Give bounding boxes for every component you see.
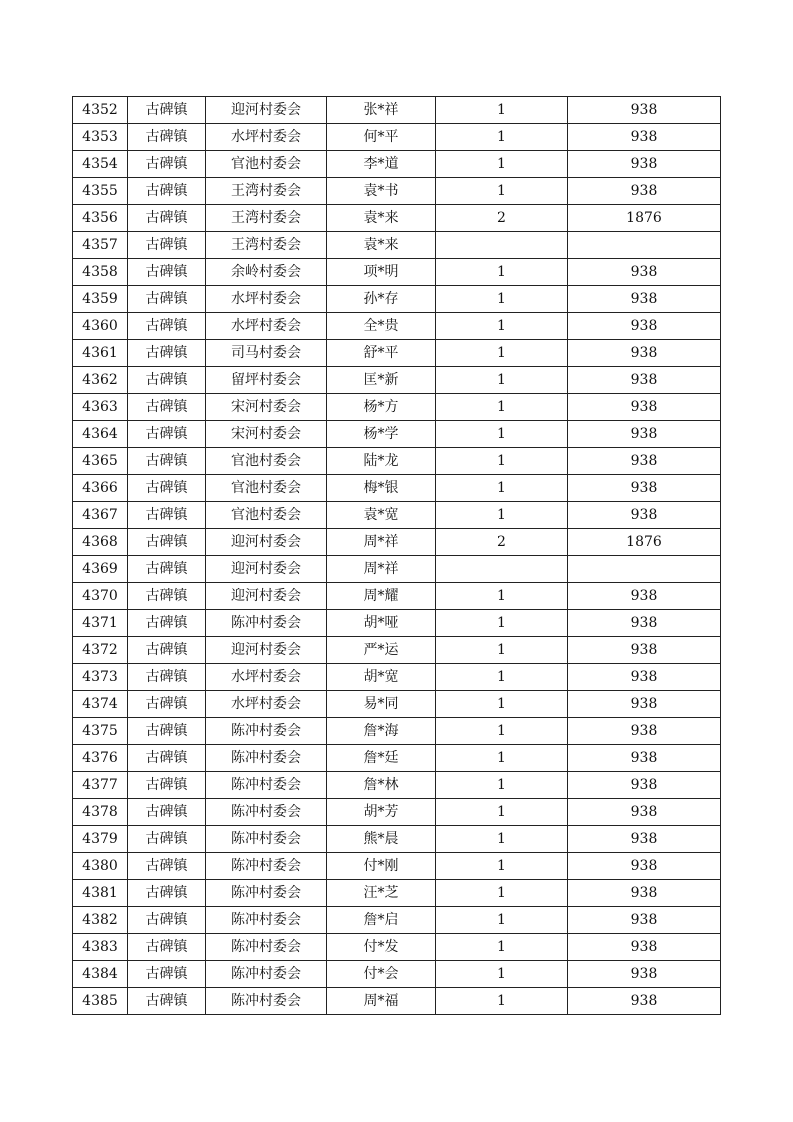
town-cell: 古碑镇 <box>128 583 206 610</box>
village-committee-cell: 陈冲村委会 <box>206 826 327 853</box>
row-number-cell: 4383 <box>73 934 128 961</box>
amount-cell: 938 <box>568 826 721 853</box>
count-cell: 1 <box>436 421 568 448</box>
town-cell: 古碑镇 <box>128 286 206 313</box>
count-cell: 1 <box>436 799 568 826</box>
village-committee-cell: 宋河村委会 <box>206 394 327 421</box>
town-cell: 古碑镇 <box>128 988 206 1015</box>
name-cell: 杨*方 <box>327 394 436 421</box>
amount-cell: 938 <box>568 178 721 205</box>
town-cell: 古碑镇 <box>128 529 206 556</box>
row-number-cell: 4352 <box>73 97 128 124</box>
town-cell: 古碑镇 <box>128 340 206 367</box>
table-row <box>73 718 721 745</box>
table-row <box>73 151 721 178</box>
name-cell: 詹*海 <box>327 718 436 745</box>
table-row <box>73 988 721 1015</box>
name-cell: 舒*平 <box>327 340 436 367</box>
table-row <box>73 259 721 286</box>
amount-cell: 938 <box>568 961 721 988</box>
row-number-cell: 4353 <box>73 124 128 151</box>
name-cell: 何*平 <box>327 124 436 151</box>
table-row <box>73 421 721 448</box>
village-committee-cell: 陈冲村委会 <box>206 907 327 934</box>
amount-cell: 1876 <box>568 205 721 232</box>
row-number-cell: 4384 <box>73 961 128 988</box>
name-cell: 周*祥 <box>327 529 436 556</box>
row-number-cell: 4359 <box>73 286 128 313</box>
row-number-cell: 4371 <box>73 610 128 637</box>
town-cell: 古碑镇 <box>128 772 206 799</box>
row-number-cell: 4357 <box>73 232 128 259</box>
table-row <box>73 583 721 610</box>
row-number-cell: 4382 <box>73 907 128 934</box>
village-committee-cell: 水坪村委会 <box>206 313 327 340</box>
table-row <box>73 286 721 313</box>
amount-cell <box>568 232 721 259</box>
village-committee-cell: 陈冲村委会 <box>206 610 327 637</box>
row-number-cell: 4354 <box>73 151 128 178</box>
town-cell: 古碑镇 <box>128 448 206 475</box>
name-cell: 匡*新 <box>327 367 436 394</box>
count-cell: 1 <box>436 259 568 286</box>
town-cell: 古碑镇 <box>128 826 206 853</box>
name-cell: 周*祥 <box>327 556 436 583</box>
table-row <box>73 232 721 259</box>
amount-cell: 938 <box>568 988 721 1015</box>
village-committee-cell: 迎河村委会 <box>206 97 327 124</box>
village-committee-cell: 官池村委会 <box>206 448 327 475</box>
amount-cell: 1876 <box>568 529 721 556</box>
subsidy-table-body <box>73 97 721 1015</box>
table-row <box>73 340 721 367</box>
town-cell: 古碑镇 <box>128 853 206 880</box>
table-row <box>73 799 721 826</box>
town-cell: 古碑镇 <box>128 907 206 934</box>
count-cell: 1 <box>436 664 568 691</box>
count-cell <box>436 556 568 583</box>
name-cell: 易*同 <box>327 691 436 718</box>
town-cell: 古碑镇 <box>128 502 206 529</box>
name-cell: 袁*来 <box>327 232 436 259</box>
count-cell: 1 <box>436 988 568 1015</box>
town-cell: 古碑镇 <box>128 232 206 259</box>
town-cell: 古碑镇 <box>128 151 206 178</box>
village-committee-cell: 王湾村委会 <box>206 232 327 259</box>
name-cell: 詹*启 <box>327 907 436 934</box>
row-number-cell: 4385 <box>73 988 128 1015</box>
amount-cell: 938 <box>568 880 721 907</box>
village-committee-cell: 陈冲村委会 <box>206 934 327 961</box>
village-committee-cell: 官池村委会 <box>206 151 327 178</box>
row-number-cell: 4374 <box>73 691 128 718</box>
name-cell: 胡*哑 <box>327 610 436 637</box>
row-number-cell: 4365 <box>73 448 128 475</box>
amount-cell: 938 <box>568 367 721 394</box>
name-cell: 周*耀 <box>327 583 436 610</box>
table-row <box>73 853 721 880</box>
amount-cell: 938 <box>568 340 721 367</box>
name-cell: 袁*来 <box>327 205 436 232</box>
village-committee-cell: 宋河村委会 <box>206 421 327 448</box>
town-cell: 古碑镇 <box>128 880 206 907</box>
count-cell: 1 <box>436 880 568 907</box>
name-cell: 严*运 <box>327 637 436 664</box>
row-number-cell: 4373 <box>73 664 128 691</box>
count-cell: 1 <box>436 961 568 988</box>
village-committee-cell: 迎河村委会 <box>206 637 327 664</box>
village-committee-cell: 陈冲村委会 <box>206 961 327 988</box>
village-committee-cell: 陈冲村委会 <box>206 799 327 826</box>
row-number-cell: 4381 <box>73 880 128 907</box>
count-cell: 1 <box>436 313 568 340</box>
count-cell: 2 <box>436 205 568 232</box>
village-committee-cell: 陈冲村委会 <box>206 772 327 799</box>
amount-cell: 938 <box>568 448 721 475</box>
amount-cell: 938 <box>568 286 721 313</box>
row-number-cell: 4358 <box>73 259 128 286</box>
village-committee-cell: 官池村委会 <box>206 502 327 529</box>
village-committee-cell: 迎河村委会 <box>206 583 327 610</box>
row-number-cell: 4361 <box>73 340 128 367</box>
town-cell: 古碑镇 <box>128 718 206 745</box>
table-row <box>73 205 721 232</box>
count-cell: 1 <box>436 178 568 205</box>
count-cell: 2 <box>436 529 568 556</box>
amount-cell: 938 <box>568 799 721 826</box>
amount-cell: 938 <box>568 745 721 772</box>
village-committee-cell: 留坪村委会 <box>206 367 327 394</box>
count-cell: 1 <box>436 367 568 394</box>
town-cell: 古碑镇 <box>128 799 206 826</box>
town-cell: 古碑镇 <box>128 205 206 232</box>
count-cell: 1 <box>436 745 568 772</box>
village-committee-cell: 陈冲村委会 <box>206 988 327 1015</box>
count-cell: 1 <box>436 637 568 664</box>
table-row <box>73 502 721 529</box>
village-committee-cell: 迎河村委会 <box>206 529 327 556</box>
amount-cell: 938 <box>568 313 721 340</box>
count-cell: 1 <box>436 934 568 961</box>
town-cell: 古碑镇 <box>128 313 206 340</box>
table-row <box>73 745 721 772</box>
table-row <box>73 637 721 664</box>
village-committee-cell: 官池村委会 <box>206 475 327 502</box>
row-number-cell: 4364 <box>73 421 128 448</box>
village-committee-cell: 司马村委会 <box>206 340 327 367</box>
village-committee-cell: 陈冲村委会 <box>206 745 327 772</box>
amount-cell: 938 <box>568 934 721 961</box>
amount-cell: 938 <box>568 610 721 637</box>
table-row <box>73 772 721 799</box>
amount-cell: 938 <box>568 853 721 880</box>
name-cell: 项*明 <box>327 259 436 286</box>
count-cell: 1 <box>436 907 568 934</box>
town-cell: 古碑镇 <box>128 394 206 421</box>
table-row <box>73 394 721 421</box>
count-cell: 1 <box>436 286 568 313</box>
count-cell: 1 <box>436 718 568 745</box>
row-number-cell: 4380 <box>73 853 128 880</box>
amount-cell: 938 <box>568 583 721 610</box>
amount-cell: 938 <box>568 259 721 286</box>
subsidy-table <box>72 96 721 1015</box>
name-cell: 付*刚 <box>327 853 436 880</box>
amount-cell: 938 <box>568 718 721 745</box>
row-number-cell: 4372 <box>73 637 128 664</box>
amount-cell: 938 <box>568 151 721 178</box>
row-number-cell: 4377 <box>73 772 128 799</box>
row-number-cell: 4366 <box>73 475 128 502</box>
amount-cell: 938 <box>568 394 721 421</box>
amount-cell: 938 <box>568 664 721 691</box>
table-row <box>73 691 721 718</box>
amount-cell <box>568 556 721 583</box>
table-row <box>73 313 721 340</box>
amount-cell: 938 <box>568 124 721 151</box>
name-cell: 汪*芝 <box>327 880 436 907</box>
count-cell: 1 <box>436 610 568 637</box>
count-cell: 1 <box>436 97 568 124</box>
amount-cell: 938 <box>568 475 721 502</box>
count-cell: 1 <box>436 826 568 853</box>
village-committee-cell: 陈冲村委会 <box>206 880 327 907</box>
row-number-cell: 4362 <box>73 367 128 394</box>
row-number-cell: 4370 <box>73 583 128 610</box>
amount-cell: 938 <box>568 907 721 934</box>
village-committee-cell: 水坪村委会 <box>206 124 327 151</box>
row-number-cell: 4376 <box>73 745 128 772</box>
town-cell: 古碑镇 <box>128 178 206 205</box>
name-cell: 周*福 <box>327 988 436 1015</box>
town-cell: 古碑镇 <box>128 745 206 772</box>
row-number-cell: 4360 <box>73 313 128 340</box>
row-number-cell: 4369 <box>73 556 128 583</box>
table-row <box>73 367 721 394</box>
town-cell: 古碑镇 <box>128 637 206 664</box>
town-cell: 古碑镇 <box>128 259 206 286</box>
village-committee-cell: 王湾村委会 <box>206 205 327 232</box>
town-cell: 古碑镇 <box>128 475 206 502</box>
count-cell: 1 <box>436 772 568 799</box>
table-row <box>73 124 721 151</box>
table-row <box>73 448 721 475</box>
count-cell: 1 <box>436 448 568 475</box>
amount-cell: 938 <box>568 691 721 718</box>
town-cell: 古碑镇 <box>128 691 206 718</box>
name-cell: 李*道 <box>327 151 436 178</box>
table-row <box>73 529 721 556</box>
count-cell: 1 <box>436 853 568 880</box>
row-number-cell: 4378 <box>73 799 128 826</box>
village-committee-cell: 水坪村委会 <box>206 691 327 718</box>
count-cell: 1 <box>436 583 568 610</box>
name-cell: 袁*书 <box>327 178 436 205</box>
town-cell: 古碑镇 <box>128 961 206 988</box>
name-cell: 詹*廷 <box>327 745 436 772</box>
name-cell: 胡*芳 <box>327 799 436 826</box>
village-committee-cell: 余岭村委会 <box>206 259 327 286</box>
name-cell: 陆*龙 <box>327 448 436 475</box>
village-committee-cell: 陈冲村委会 <box>206 718 327 745</box>
row-number-cell: 4379 <box>73 826 128 853</box>
table-row <box>73 934 721 961</box>
town-cell: 古碑镇 <box>128 367 206 394</box>
row-number-cell: 4368 <box>73 529 128 556</box>
village-committee-cell: 王湾村委会 <box>206 178 327 205</box>
count-cell: 1 <box>436 475 568 502</box>
amount-cell: 938 <box>568 502 721 529</box>
name-cell: 詹*林 <box>327 772 436 799</box>
village-committee-cell: 陈冲村委会 <box>206 853 327 880</box>
table-row <box>73 880 721 907</box>
count-cell: 1 <box>436 502 568 529</box>
count-cell: 1 <box>436 151 568 178</box>
village-committee-cell: 迎河村委会 <box>206 556 327 583</box>
name-cell: 胡*宽 <box>327 664 436 691</box>
amount-cell: 938 <box>568 421 721 448</box>
name-cell: 全*贵 <box>327 313 436 340</box>
name-cell: 梅*银 <box>327 475 436 502</box>
town-cell: 古碑镇 <box>128 556 206 583</box>
count-cell: 1 <box>436 124 568 151</box>
name-cell: 袁*宽 <box>327 502 436 529</box>
count-cell: 1 <box>436 394 568 421</box>
table-row <box>73 664 721 691</box>
village-committee-cell: 水坪村委会 <box>206 664 327 691</box>
table-row <box>73 907 721 934</box>
row-number-cell: 4367 <box>73 502 128 529</box>
row-number-cell: 4363 <box>73 394 128 421</box>
table-row <box>73 610 721 637</box>
town-cell: 古碑镇 <box>128 664 206 691</box>
count-cell <box>436 232 568 259</box>
name-cell: 熊*晨 <box>327 826 436 853</box>
row-number-cell: 4375 <box>73 718 128 745</box>
table-row <box>73 475 721 502</box>
town-cell: 古碑镇 <box>128 934 206 961</box>
name-cell: 孙*存 <box>327 286 436 313</box>
name-cell: 付*发 <box>327 934 436 961</box>
amount-cell: 938 <box>568 97 721 124</box>
row-number-cell: 4355 <box>73 178 128 205</box>
town-cell: 古碑镇 <box>128 610 206 637</box>
name-cell: 张*祥 <box>327 97 436 124</box>
row-number-cell: 4356 <box>73 205 128 232</box>
table-row <box>73 961 721 988</box>
town-cell: 古碑镇 <box>128 124 206 151</box>
name-cell: 付*会 <box>327 961 436 988</box>
amount-cell: 938 <box>568 772 721 799</box>
table-row <box>73 97 721 124</box>
count-cell: 1 <box>436 691 568 718</box>
table-row <box>73 556 721 583</box>
name-cell: 杨*学 <box>327 421 436 448</box>
amount-cell: 938 <box>568 637 721 664</box>
town-cell: 古碑镇 <box>128 421 206 448</box>
table-row <box>73 826 721 853</box>
table-row <box>73 178 721 205</box>
count-cell: 1 <box>436 340 568 367</box>
town-cell: 古碑镇 <box>128 97 206 124</box>
village-committee-cell: 水坪村委会 <box>206 286 327 313</box>
